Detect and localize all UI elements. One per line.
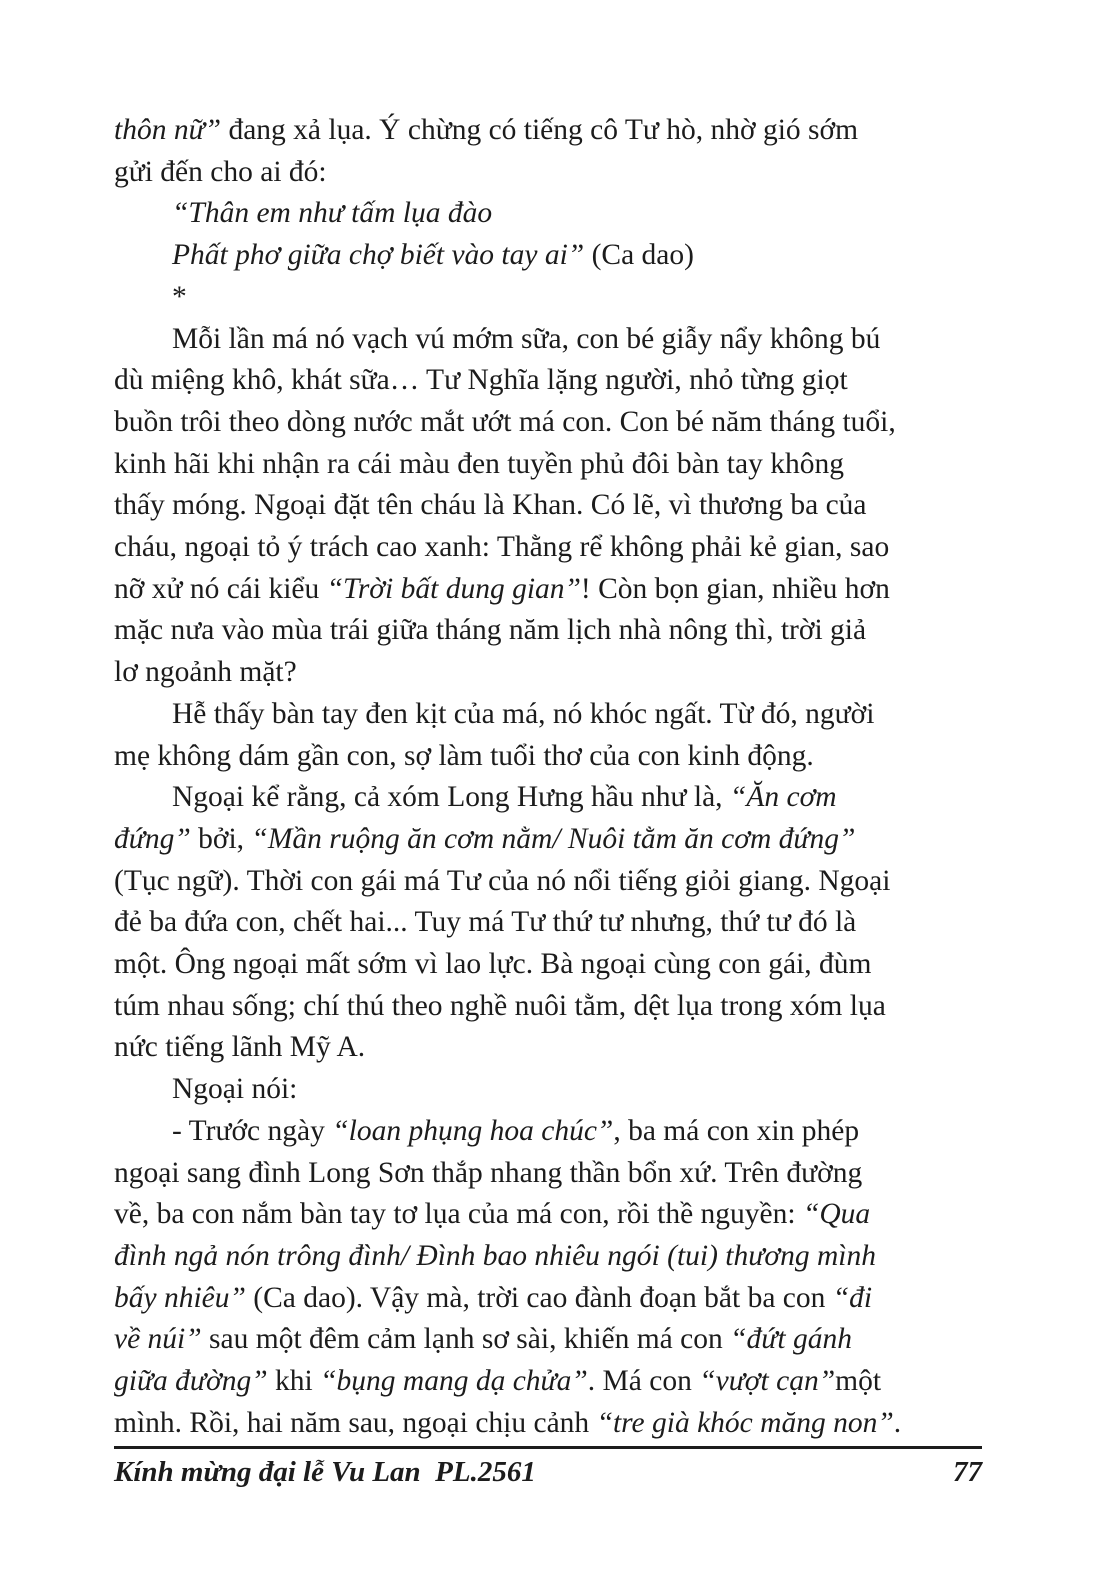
- text-span: túm nhau sống; chí thú theo nghề nuôi tằm, dệt lụa trong xóm lụa: [114, 989, 886, 1022]
- text-line: [114, 819, 982, 861]
- text-span: . Má con: [587, 1365, 700, 1398]
- section-separator: [172, 277, 982, 319]
- text-span: .: [893, 1406, 902, 1439]
- text-line: [114, 1278, 982, 1320]
- text-span: mặc nưa vào mùa trái giữa tháng năm lịch nhà nông thì, trời giả: [114, 614, 867, 647]
- text-line: [114, 610, 982, 652]
- text-line: [114, 110, 982, 152]
- text-line: [114, 485, 982, 527]
- text-span: sau một đêm cảm lạnh sơ sài, khiến má con: [201, 1323, 731, 1356]
- italic-span: Phất phơ giữa chợ biết vào tay ai”: [172, 239, 585, 272]
- text-span: gửi đến cho ai đó:: [114, 155, 327, 188]
- verse-line: [172, 193, 982, 235]
- verse-line: [172, 235, 982, 277]
- text-line: [114, 1027, 982, 1069]
- text-span: (Ca dao). Vậy mà, trời cao đành đoạn bắt ba con: [245, 1281, 833, 1314]
- paragraph-start: [114, 319, 982, 361]
- text-span: khi: [267, 1365, 321, 1398]
- text-line: [114, 152, 982, 194]
- text-span: cháu, ngoại tỏ ý trách cao xanh: Thằng rể không phải kẻ gian, sao: [114, 531, 890, 564]
- text-line: [114, 444, 982, 486]
- footer-rule: [114, 1446, 982, 1449]
- body-text: [114, 110, 982, 1445]
- italic-span: đứng”: [114, 822, 191, 855]
- italic-span: “loan phụng hoa chúc”: [332, 1114, 614, 1147]
- text-line: [114, 527, 982, 569]
- text-span: Ngoại nói:: [172, 1073, 298, 1106]
- text-line: [114, 944, 982, 986]
- text-span: thấy móng. Ngoại đặt tên cháu là Khan. Có lẽ, vì thương ba của: [114, 489, 867, 522]
- text-span: đẻ ba đứa con, chết hai... Tuy má Tư thứ tư nhưng, thứ tư đó là: [114, 906, 857, 939]
- text-span: *: [172, 280, 187, 313]
- text-line: [114, 902, 982, 944]
- footer-caption: Kính mừng đại lễ Vu Lan PL.2561: [114, 1456, 536, 1488]
- text-span: Mỗi lần má nó vạch vú mớm sữa, con bé giẫy nẩy không bú: [172, 322, 881, 355]
- text-line: [114, 652, 982, 694]
- italic-span: “Qua: [802, 1198, 871, 1231]
- text-span: nức tiếng lãnh Mỹ A.: [114, 1031, 366, 1064]
- paragraph-start: [114, 777, 982, 819]
- text-span: - Trước ngày: [172, 1114, 333, 1147]
- text-span: ! Còn bọn gian, nhiều hơn: [580, 572, 890, 605]
- text-span: bởi,: [190, 822, 252, 855]
- italic-span: giữa đường”: [114, 1365, 268, 1398]
- page-number: 77: [953, 1456, 982, 1488]
- text-span: nỡ xử nó cái kiểu: [114, 572, 327, 605]
- text-span: mình. Rồi, hai năm sau, ngoại chịu cảnh: [114, 1406, 597, 1439]
- text-span: (Tục ngữ). Thời con gái má Tư của nó nổi tiếng giỏi giang. Ngoại: [114, 864, 891, 897]
- text-span: Hễ thấy bàn tay đen kịt của má, nó khóc ngất. Từ đó, người: [172, 697, 875, 730]
- text-line: [114, 1361, 982, 1403]
- text-span: đang xả lụa. Ý chừng có tiếng cô Tư hò, nhờ gió sớm: [221, 114, 859, 146]
- paragraph-start: [114, 694, 982, 736]
- text-line: [114, 736, 982, 778]
- italic-span: “đứt gánh: [730, 1323, 852, 1356]
- italic-span: bấy nhiêu”: [114, 1281, 246, 1314]
- italic-span: “Thân em như tấm lụa đào: [172, 197, 493, 230]
- paragraph-start: [114, 1111, 982, 1153]
- italic-span: thôn nữ”: [114, 114, 222, 146]
- text-span: mẹ không dám gần con, sợ làm tuổi thơ của con kinh động.: [114, 739, 814, 772]
- italic-span: “đi: [832, 1281, 873, 1314]
- text-line: [114, 986, 982, 1028]
- italic-span: “vượt cạn”: [699, 1365, 836, 1398]
- text-span: buồn trôi theo dòng nước mắt ướt má con. Con bé năm tháng tuổi,: [114, 405, 896, 438]
- text-line: [114, 569, 982, 611]
- text-line: [114, 1153, 982, 1195]
- text-line: [114, 1194, 982, 1236]
- text-span: , ba má con xin phép: [613, 1114, 860, 1147]
- italic-span: “Mần ruộng ăn cơm nằm/ Nuôi tằm ăn cơm đứng”: [251, 822, 856, 855]
- text-line: [114, 861, 982, 903]
- text-span: Ngoại kể rằng, cả xóm Long Hưng hầu như là,: [172, 781, 730, 814]
- text-span: về, ba con nắm bàn tay tơ lụa của má con, rồi thề nguyền:: [114, 1198, 803, 1231]
- italic-span: “bụng mang dạ chửa”: [320, 1365, 588, 1398]
- text-line: [114, 402, 982, 444]
- text-span: một: [835, 1365, 882, 1398]
- text-span: kinh hãi khi nhận ra cái màu đen tuyền phủ đôi bàn tay không: [114, 447, 844, 480]
- text-line: [114, 1319, 982, 1361]
- paragraph-start: [114, 1069, 982, 1111]
- italic-span: về núi”: [114, 1323, 202, 1356]
- text-line: [114, 1403, 982, 1445]
- italic-span: “tre già khóc măng non”: [596, 1406, 894, 1439]
- italic-span: đình ngả nón trông đình/ Đình bao nhiêu ngói (tui) thương mình: [114, 1239, 876, 1272]
- text-span: (Ca dao): [584, 239, 694, 272]
- text-span: một. Ông ngoại mất sớm vì lao lực. Bà ngoại cùng con gái, đùm: [114, 948, 872, 981]
- text-span: lơ ngoảnh mặt?: [114, 656, 297, 689]
- text-span: ngoại sang đình Long Sơn thắp nhang thần bổn xứ. Trên đường: [114, 1156, 863, 1189]
- text-span: dù miệng khô, khát sữa… Tư Nghĩa lặng người, nhỏ từng giọt: [114, 364, 848, 397]
- text-line: [114, 360, 982, 402]
- italic-span: “Trời bất dung gian”: [326, 572, 581, 605]
- italic-span: “Ăn cơm: [729, 781, 837, 814]
- text-line: [114, 1236, 982, 1278]
